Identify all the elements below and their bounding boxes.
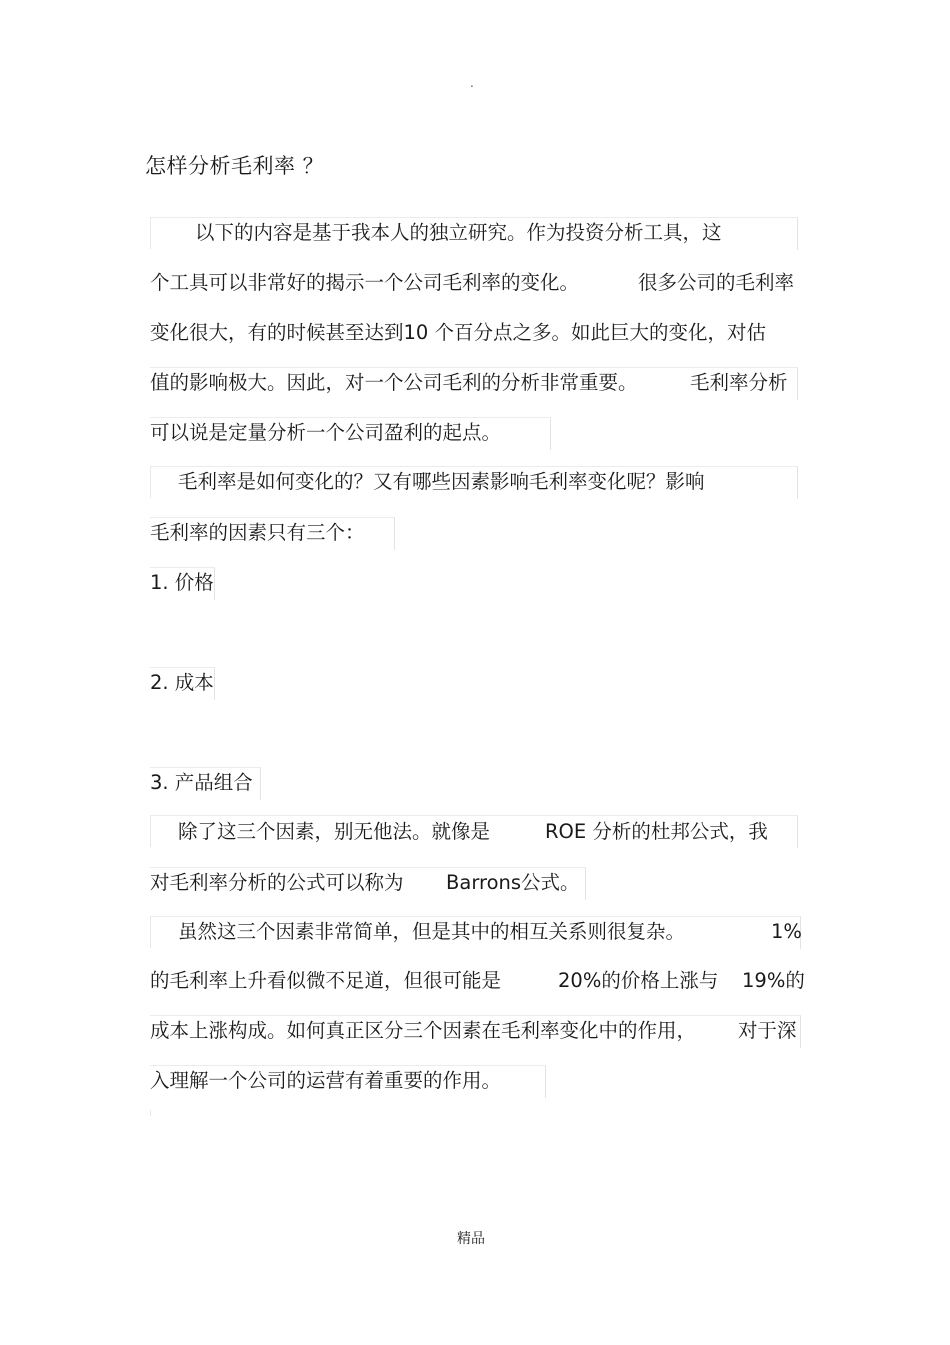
- frame-line: [150, 916, 151, 948]
- list-item: 2. 成本: [150, 671, 214, 694]
- paragraph-line: 变化很大，有的时候甚至达到10 个百分点之多。如此巨大的变化，对估: [150, 321, 767, 344]
- paragraph-line: 除了这三个因素，别无他法。就像是: [178, 820, 491, 843]
- paragraph-line: 可以说是定量分析一个公司盈利的起点。: [150, 421, 502, 444]
- frame-line: [150, 1110, 151, 1116]
- paragraph-line: ROE 分析的杜邦公式，我: [545, 820, 768, 843]
- paragraph-line: Barrons公式。: [446, 871, 580, 894]
- paragraph-line: 以下的内容是基于我本人的独立研究。作为投资分析工具，这: [195, 221, 722, 244]
- paragraph-line: 毛利率分析: [690, 371, 788, 394]
- frame-line: [150, 217, 151, 249]
- page-title: 怎样分析毛利率 ？: [145, 154, 325, 178]
- list-item: 3. 产品组合: [150, 771, 253, 794]
- paragraph-line: 的毛利率上升看似微不足道，但很可能是: [150, 969, 502, 992]
- paragraph-line: 19%的: [742, 969, 805, 992]
- footer-label: 精品: [457, 1231, 485, 1247]
- header-dot: .: [470, 76, 474, 90]
- paragraph-line: 对毛利率分析的公式可以称为: [150, 871, 404, 894]
- paragraph-line: 20%的价格上涨与: [558, 969, 719, 992]
- paragraph-line: 入理解一个公司的运营有着重要的作用。: [150, 1069, 502, 1092]
- frame-line: [150, 466, 151, 498]
- paragraph-line: 1%: [771, 920, 802, 943]
- paragraph-line: 成本上涨构成。如何真正区分三个因素在毛利率变化中的作用，: [150, 1019, 697, 1042]
- list-item: 1. 价格: [150, 571, 214, 594]
- paragraph-line: 个工具可以非常好的揭示一个公司毛利率的变化。: [150, 271, 580, 294]
- paragraph-line: 对于深: [738, 1019, 797, 1042]
- frame-line: [150, 815, 151, 847]
- paragraph-line: 值的影响极大。因此，对一个公司毛利的分析非常重要。: [150, 371, 638, 394]
- paragraph-line: 虽然这三个因素非常简单，但是其中的相互关系则很复杂。: [178, 920, 686, 943]
- paragraph-line: 很多公司的毛利率: [638, 271, 795, 294]
- paragraph-line: 毛利率的因素只有三个：: [150, 521, 365, 544]
- paragraph-line: 毛利率是如何变化的？又有哪些因素影响毛利率变化呢？影响: [178, 470, 705, 493]
